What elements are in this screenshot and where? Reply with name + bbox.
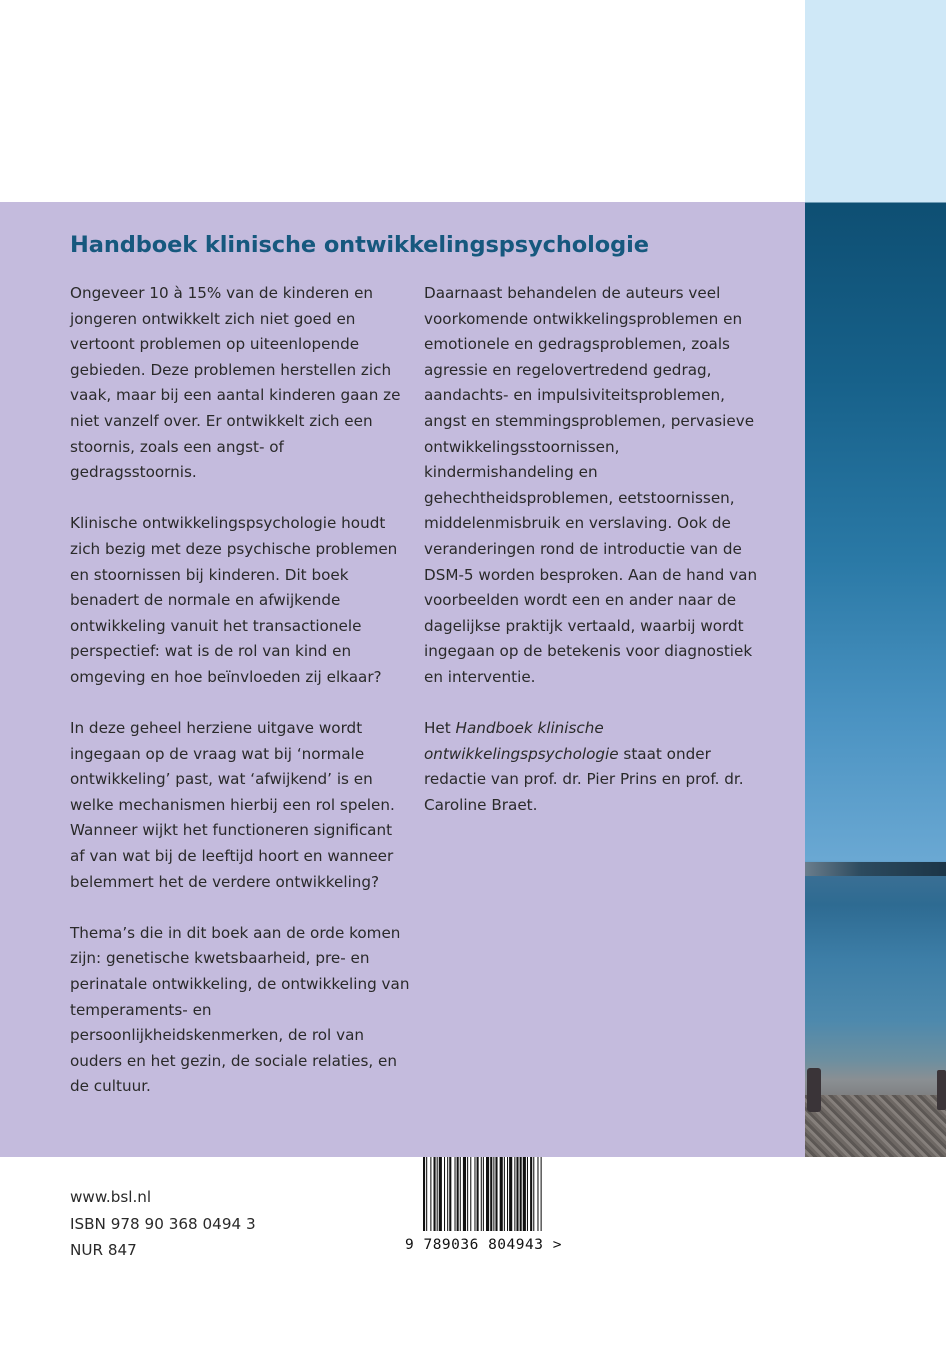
editor-prefix: Het [424,719,456,738]
barcode-bar [430,1157,431,1231]
barcode-bar [477,1157,479,1231]
barcode-bar [439,1157,442,1231]
left-column [70,281,410,1126]
top-margin [0,0,805,202]
barcode-bar [463,1157,466,1231]
photo-figure-left [807,1068,821,1112]
isbn-number: ISBN 978 90 368 0494 3 [70,1214,256,1233]
photo-figure-right [937,1070,946,1110]
barcode-bar [509,1157,512,1231]
barcode-bar [493,1157,494,1231]
barcode-bar [483,1157,484,1231]
barcode-bar [447,1157,448,1231]
barcode-bar [533,1157,534,1231]
barcode-bar [444,1157,445,1231]
left-paragraph-1: Ongeveer 10 à 15% van de kinderen en jongeren ontwikkelt zich niet goed en vertoont problemen op uiteenlopende gebieden. Deze problemen herstellen zich vaak, maar bij een aantal kinderen gaan ze niet vanzelf over. Er ontwikkelt zich een stoornis, zoals een angst- of gedragsstoornis. [70,284,401,482]
barcode-number: 9 789036 804943 [405,1237,544,1253]
barcode-bar [504,1157,505,1231]
barcode-bar [460,1157,461,1231]
left-paragraph-3: In deze geheel herziene uitgave wordt ingegaan op de vraag wat bij ‘normale ontwikkeling’ past, wat ‘afwijkend’ is en welke mechanismen hierbij een rol spelen. Wanneer wijkt het functioneren significant af van wat bij de leeftijd hoort en wanneer belemmert het de verdere ontwikkeling? [70,719,395,891]
barcode-bar [470,1157,471,1231]
barcode-bar [495,1157,497,1231]
isbn-barcode [405,1157,585,1277]
cover-photo-strip [805,0,946,1157]
right-paragraph-1: Daarnaast behandelen de auteurs veel voorkomende ontwikkelingsproblemen en emotionele en gedragsproblemen, zoals agressie en regelovertredend gedrag, aandachts- en impulsiviteitsproblemen, angst en stemmingsproblemen, pervasieve ontwikkelingsstoornissen, kindermishandeling en gehechtheidsproblemen, eetstoornissen, middelenmisbruik en verslaving. Ook de veranderingen rond de introductie van de DSM-5 worden besproken. Aan de hand van voorbeelden wordt een en ander naar de dagelijkse praktijk vertaald, waarbij wordt ingegaan op de betekenis voor diagnostiek en interventie. [424,284,758,686]
barcode-bar [541,1157,542,1231]
barcode-bar [455,1157,456,1231]
barcode-digits [405,1237,585,1253]
right-column [424,281,764,844]
barcode-bar [457,1157,459,1231]
photo-horizon [805,862,946,876]
barcode-bar [507,1157,508,1231]
barcode-bar [434,1157,436,1231]
barcode-bar [500,1157,503,1231]
barcode-bars [405,1157,585,1235]
barcode-bar [490,1157,492,1231]
barcode-bar [516,1157,518,1231]
photo-shore [805,1095,946,1157]
barcode-bar [530,1157,532,1231]
right-paragraph-2 [424,716,764,818]
left-paragraph-2: Klinische ontwikkelingspsychologie houdt zich bezig met deze psychische problemen en stoornissen bij kinderen. Dit boek benadert de normale en afwijkende ontwikkeling vanuit het transactionele perspectief: wat is de rol van kind en omgeving en hoe beïnvloeden zij elkaar? [70,514,398,686]
barcode-bar [474,1157,475,1231]
publication-info [70,1184,256,1264]
publisher-website: www.bsl.nl [70,1188,152,1206]
barcode-bar [523,1157,526,1231]
barcode-bar [449,1157,451,1231]
barcode-arrow: > [552,1237,562,1253]
left-paragraph-4: Thema’s die in dit boek aan de orde komen zijn: genetische kwetsbaarheid, pre- en perinatale ontwikkeling, de ontwikkeling van temperaments- en persoonlijkheidskenmerken, de rol van ouders en het gezin, de sociale relaties, en de cultuur. [70,923,410,1096]
barcode-bar [423,1157,425,1231]
barcode-bar [481,1157,482,1231]
book-title: Handboek klinische ontwikkelingspsychologie [70,232,649,258]
barcode-bar [437,1157,438,1231]
barcode-bar [514,1157,515,1231]
barcode-bar [520,1157,522,1231]
barcode-bar [426,1157,427,1231]
barcode-bar [486,1157,489,1231]
book-title-italic: Handboek klinische ontwikkelingspsychologie [424,719,619,763]
barcode-bar [467,1157,468,1231]
nur-code: NUR 847 [70,1241,137,1259]
barcode-bar [537,1157,538,1231]
barcode-bar [527,1157,528,1231]
editor-suffix: staat onder redactie van prof. dr. Pier Prins en prof. dr. Caroline Braet. [424,744,744,814]
